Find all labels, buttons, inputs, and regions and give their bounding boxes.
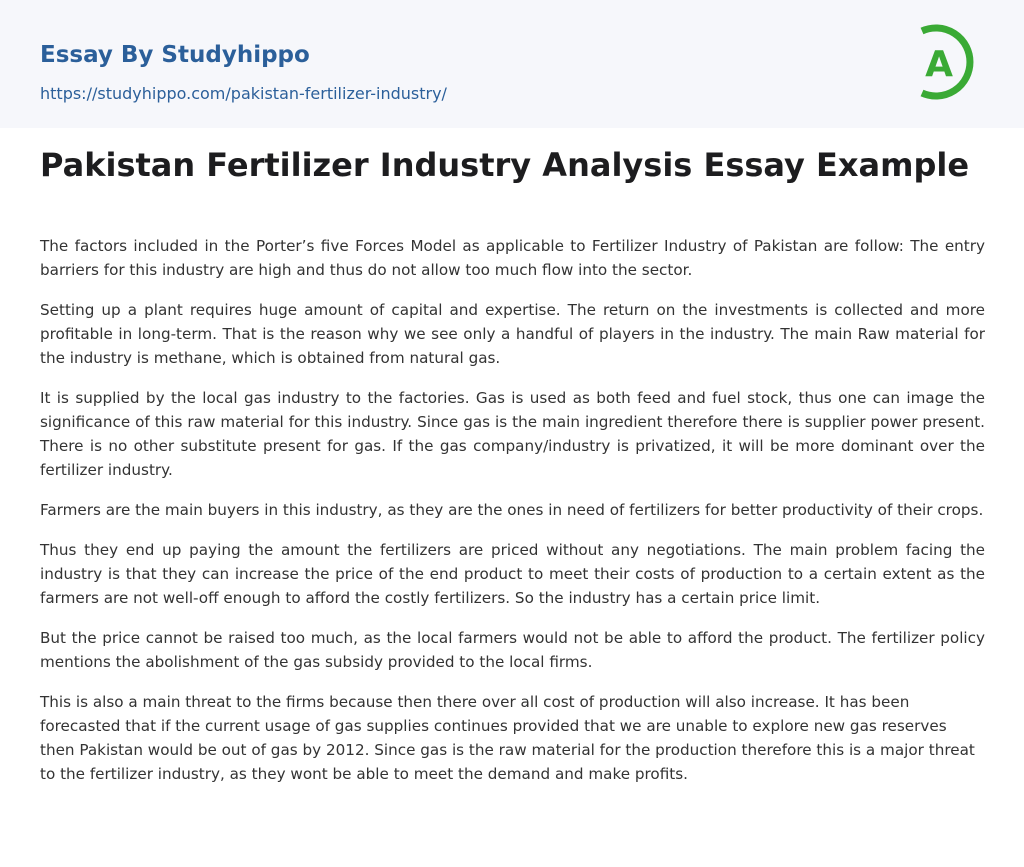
article-url-link[interactable]: https://studyhippo.com/pakistan-fertilizer-industry/: [40, 84, 447, 103]
article-body: [40, 234, 985, 802]
paragraph-7: This is also a main threat to the firms because then there over all cost of production will also increase. It has been forecasted that if the current usage of gas supplies continues provided that we are unable to explore new gas reserves then Pakistan would be out of gas by 2012. Since gas is the raw material for the production therefore this is a major threat to the fertilizer industry, as they wont be able to meet the demand and make profits.: [40, 693, 975, 783]
paragraph-1: The factors included in the Porter’s five Forces Model as applicable to Fertilizer Industry of Pakistan are follow: The entry barriers for this industry are high and thus do not allow too much flow into the sector.: [40, 237, 985, 279]
paragraph-6: But the price cannot be raised too much, as the local farmers would not be able to afford the product. The fertilizer policy mentions the abolishment of the gas subsidy provided to the local firms.: [40, 629, 985, 671]
studyhippo-logo-icon[interactable]: [912, 19, 986, 105]
logo-letter: A: [925, 44, 953, 85]
paragraph-4: Farmers are the main buyers in this industry, as they are the ones in need of fertilizers for better productivity of their crops.: [40, 501, 984, 519]
paragraph-2: Setting up a plant requires huge amount of capital and expertise. The return on the investments is collected and more profitable in long-term. That is the reason why we see only a handful of players in the industry. The main Raw material for the industry is methane, which is obtained from natural gas.: [40, 301, 985, 367]
page-title: Pakistan Fertilizer Industry Analysis Essay Example: [40, 146, 970, 184]
site-brand: Essay By Studyhippo: [40, 42, 310, 68]
site-header: [0, 0, 1024, 128]
paragraph-5: Thus they end up paying the amount the fertilizers are priced without any negotiations. The main problem facing the industry is that they can increase the price of the end product to meet their costs of production to a certain extent as the farmers are not well-off enough to afford the costly fertilizers. So the industry has a certain price limit.: [40, 541, 985, 607]
paragraph-3: It is supplied by the local gas industry to the factories. Gas is used as both feed and fuel stock, thus one can image the significance of this raw material for this industry. Since gas is the main ingredient therefore there is supplier power present. There is no other substitute present for gas. If the gas company/industry is privatized, it will be more dominant over the fertilizer industry.: [40, 389, 985, 479]
